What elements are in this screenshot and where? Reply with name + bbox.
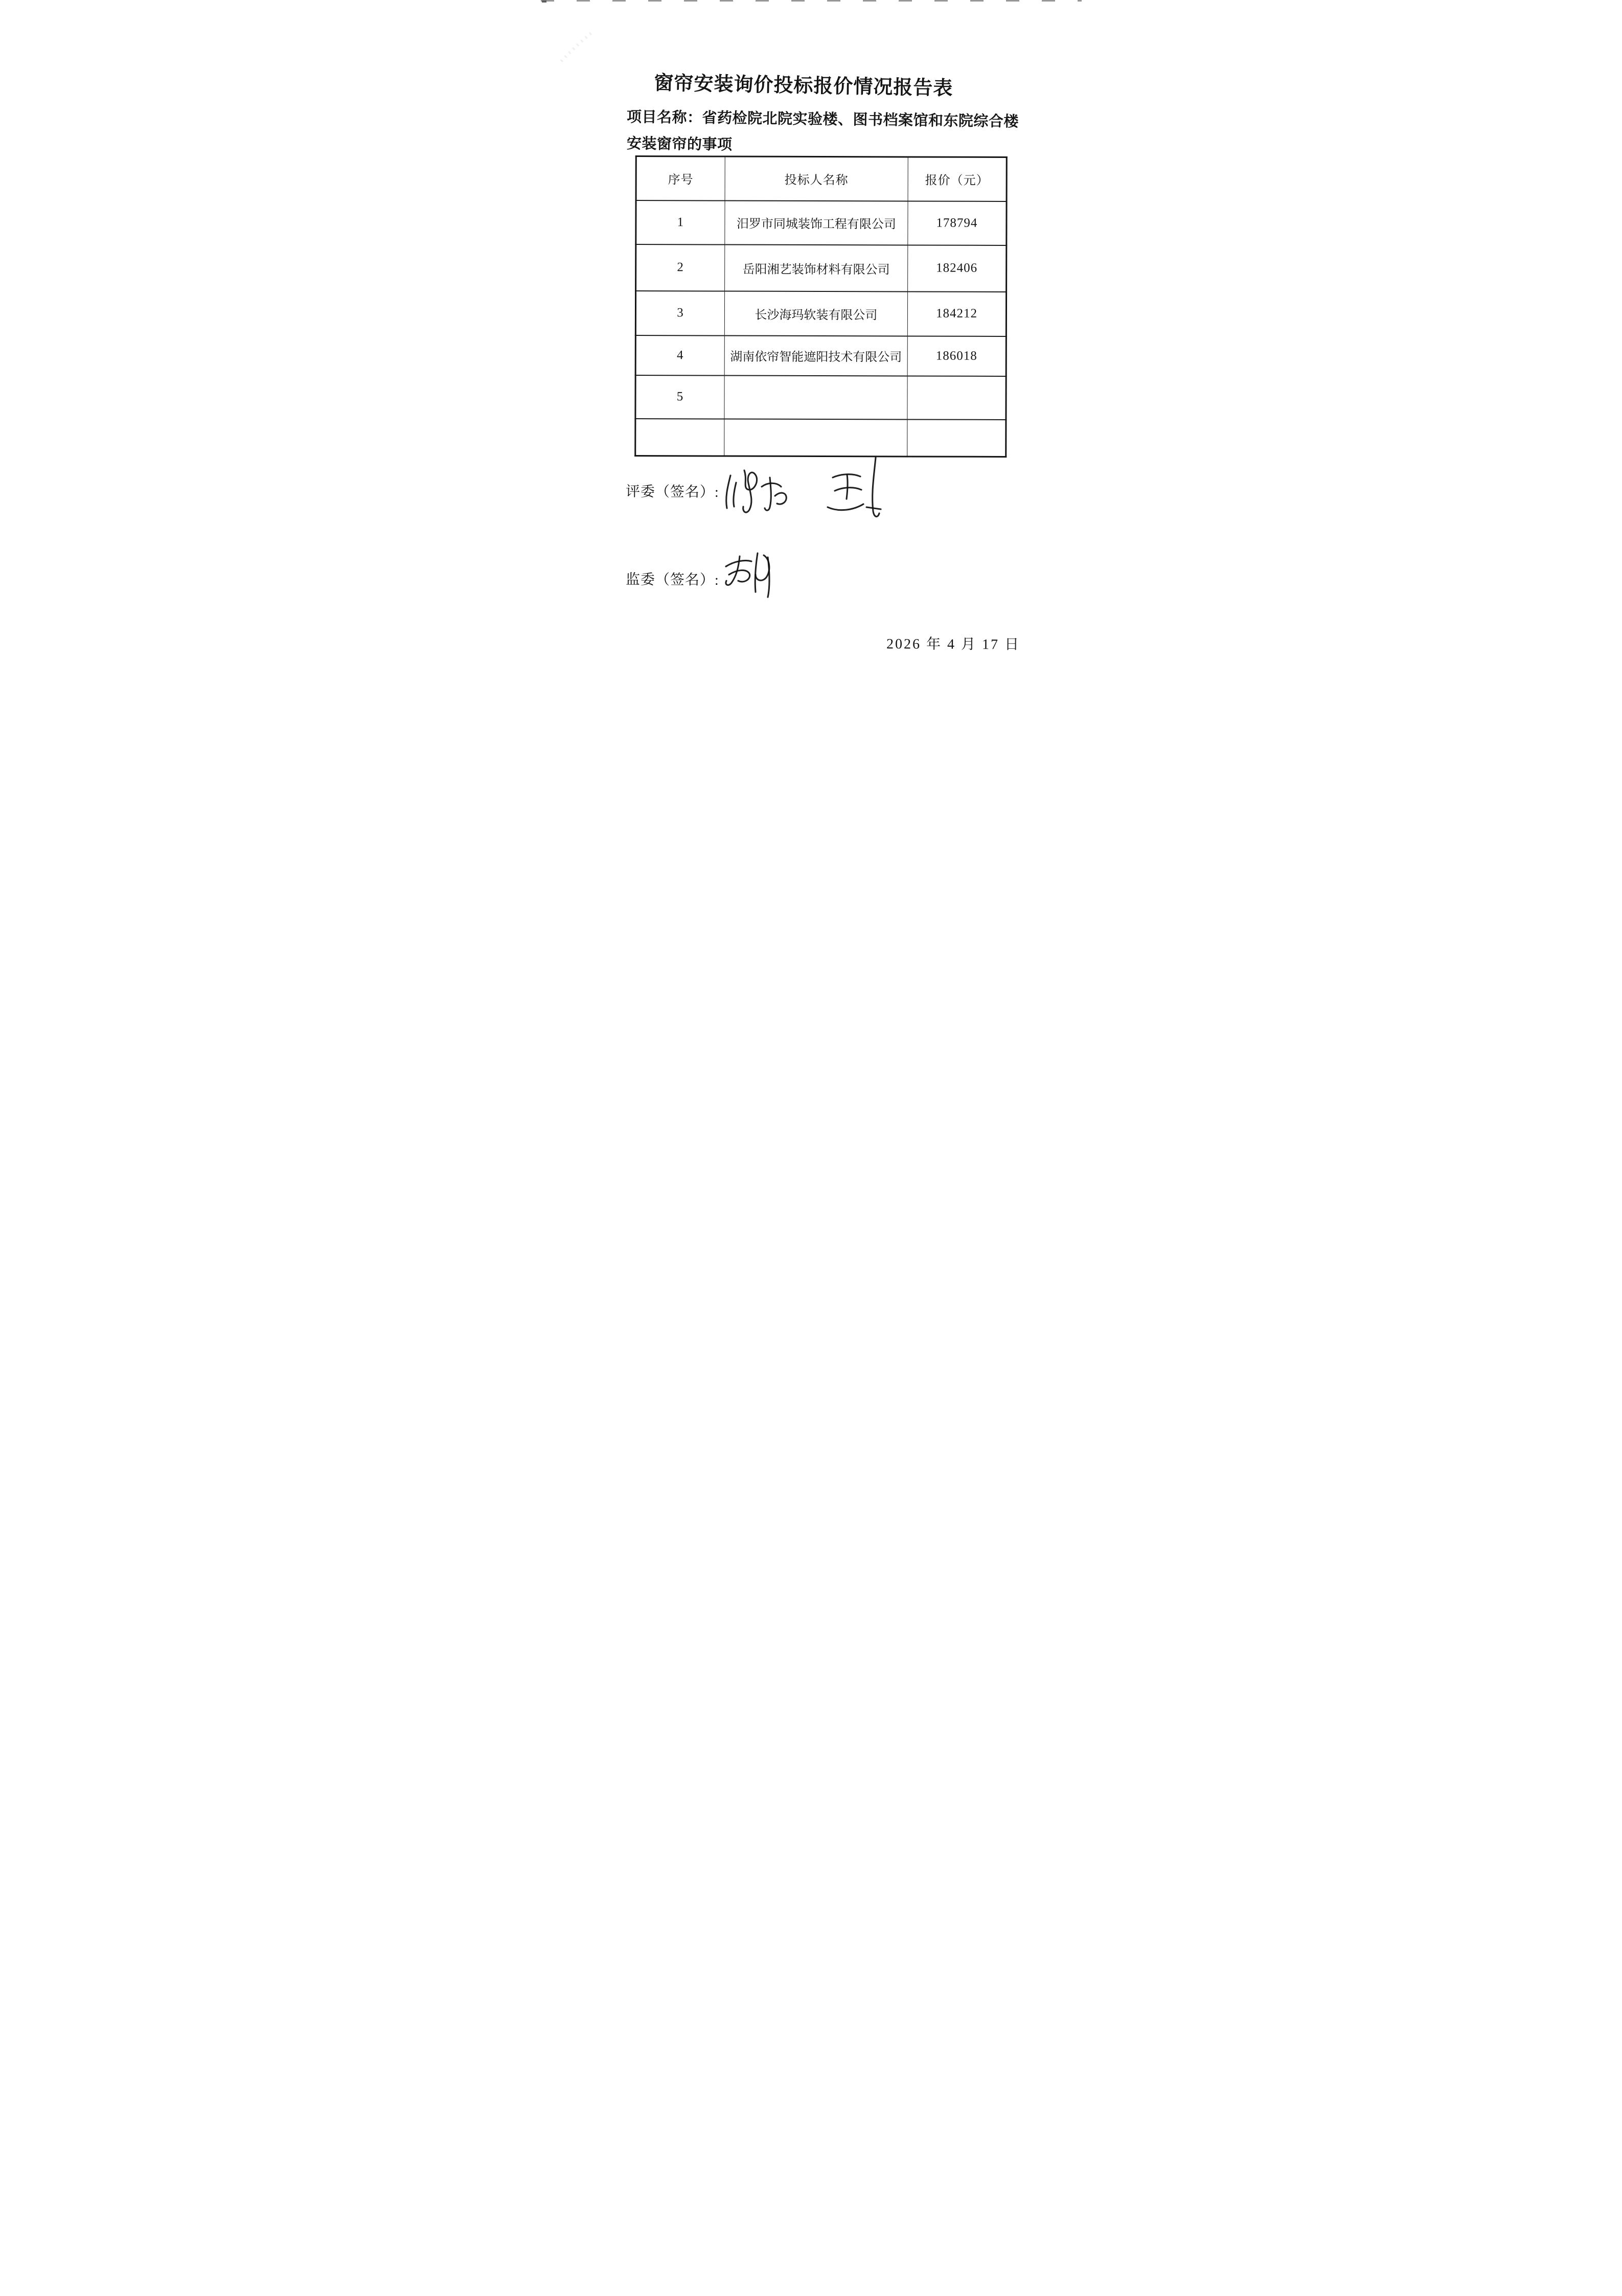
table-header-row bbox=[636, 156, 1007, 201]
cell-bidder: 汨罗市同城装饰工程有限公司 bbox=[724, 200, 907, 245]
project-name-line2: 安装窗帘的事项 bbox=[626, 135, 733, 153]
cell-bidder bbox=[724, 419, 907, 457]
judge-signature-1 bbox=[726, 470, 786, 512]
cell-no: 5 bbox=[635, 375, 724, 419]
table-row bbox=[635, 335, 1006, 376]
scan-top-edge-artifact bbox=[541, 0, 1082, 2]
header-cell-bidder: 投标人名称 bbox=[725, 156, 908, 201]
document-page bbox=[541, 0, 1082, 765]
header-cell-no: 序号 bbox=[636, 156, 725, 200]
bid-price-table bbox=[634, 155, 1008, 458]
header-cell-price: 报价（元） bbox=[908, 157, 1007, 201]
cell-no: 2 bbox=[635, 244, 724, 291]
table-row bbox=[635, 244, 1006, 292]
cell-price bbox=[907, 419, 1006, 457]
cell-price: 186018 bbox=[907, 336, 1006, 376]
supervisor-signature bbox=[725, 553, 769, 597]
scan-corner-mark bbox=[542, 1, 546, 3]
table-row bbox=[635, 375, 1006, 420]
cell-bidder: 湖南依帘智能遮阳技术有限公司 bbox=[724, 335, 907, 376]
judge-signature-2 bbox=[828, 458, 881, 516]
supervisor-signature-label: 监委（签名）: bbox=[625, 572, 719, 588]
judge-signature-label: 评委（签名）: bbox=[625, 484, 719, 501]
cell-price: 178794 bbox=[907, 201, 1006, 245]
cell-no: 3 bbox=[635, 291, 724, 335]
page-title: 窗帘安装询价投标报价情况报告表 bbox=[653, 72, 953, 100]
cell-price: 182406 bbox=[907, 245, 1006, 292]
cell-price bbox=[907, 376, 1006, 420]
table-row bbox=[635, 291, 1006, 336]
report-date: 2026 年 4 月 17 日 bbox=[886, 636, 1020, 653]
cell-bidder: 岳阳湘艺装饰材料有限公司 bbox=[724, 244, 907, 291]
cell-no: 4 bbox=[635, 335, 724, 375]
cell-price: 184212 bbox=[907, 291, 1006, 336]
table-row bbox=[635, 200, 1006, 245]
cell-no: 1 bbox=[635, 200, 724, 244]
cell-no bbox=[635, 419, 724, 456]
cell-bidder bbox=[724, 375, 907, 419]
table-row bbox=[635, 419, 1006, 457]
cell-bidder: 长沙海玛软装有限公司 bbox=[724, 291, 907, 336]
project-name-line1: 项目名称：省药检院北院实验楼、图书档案馆和东院综合楼 bbox=[626, 109, 1019, 130]
